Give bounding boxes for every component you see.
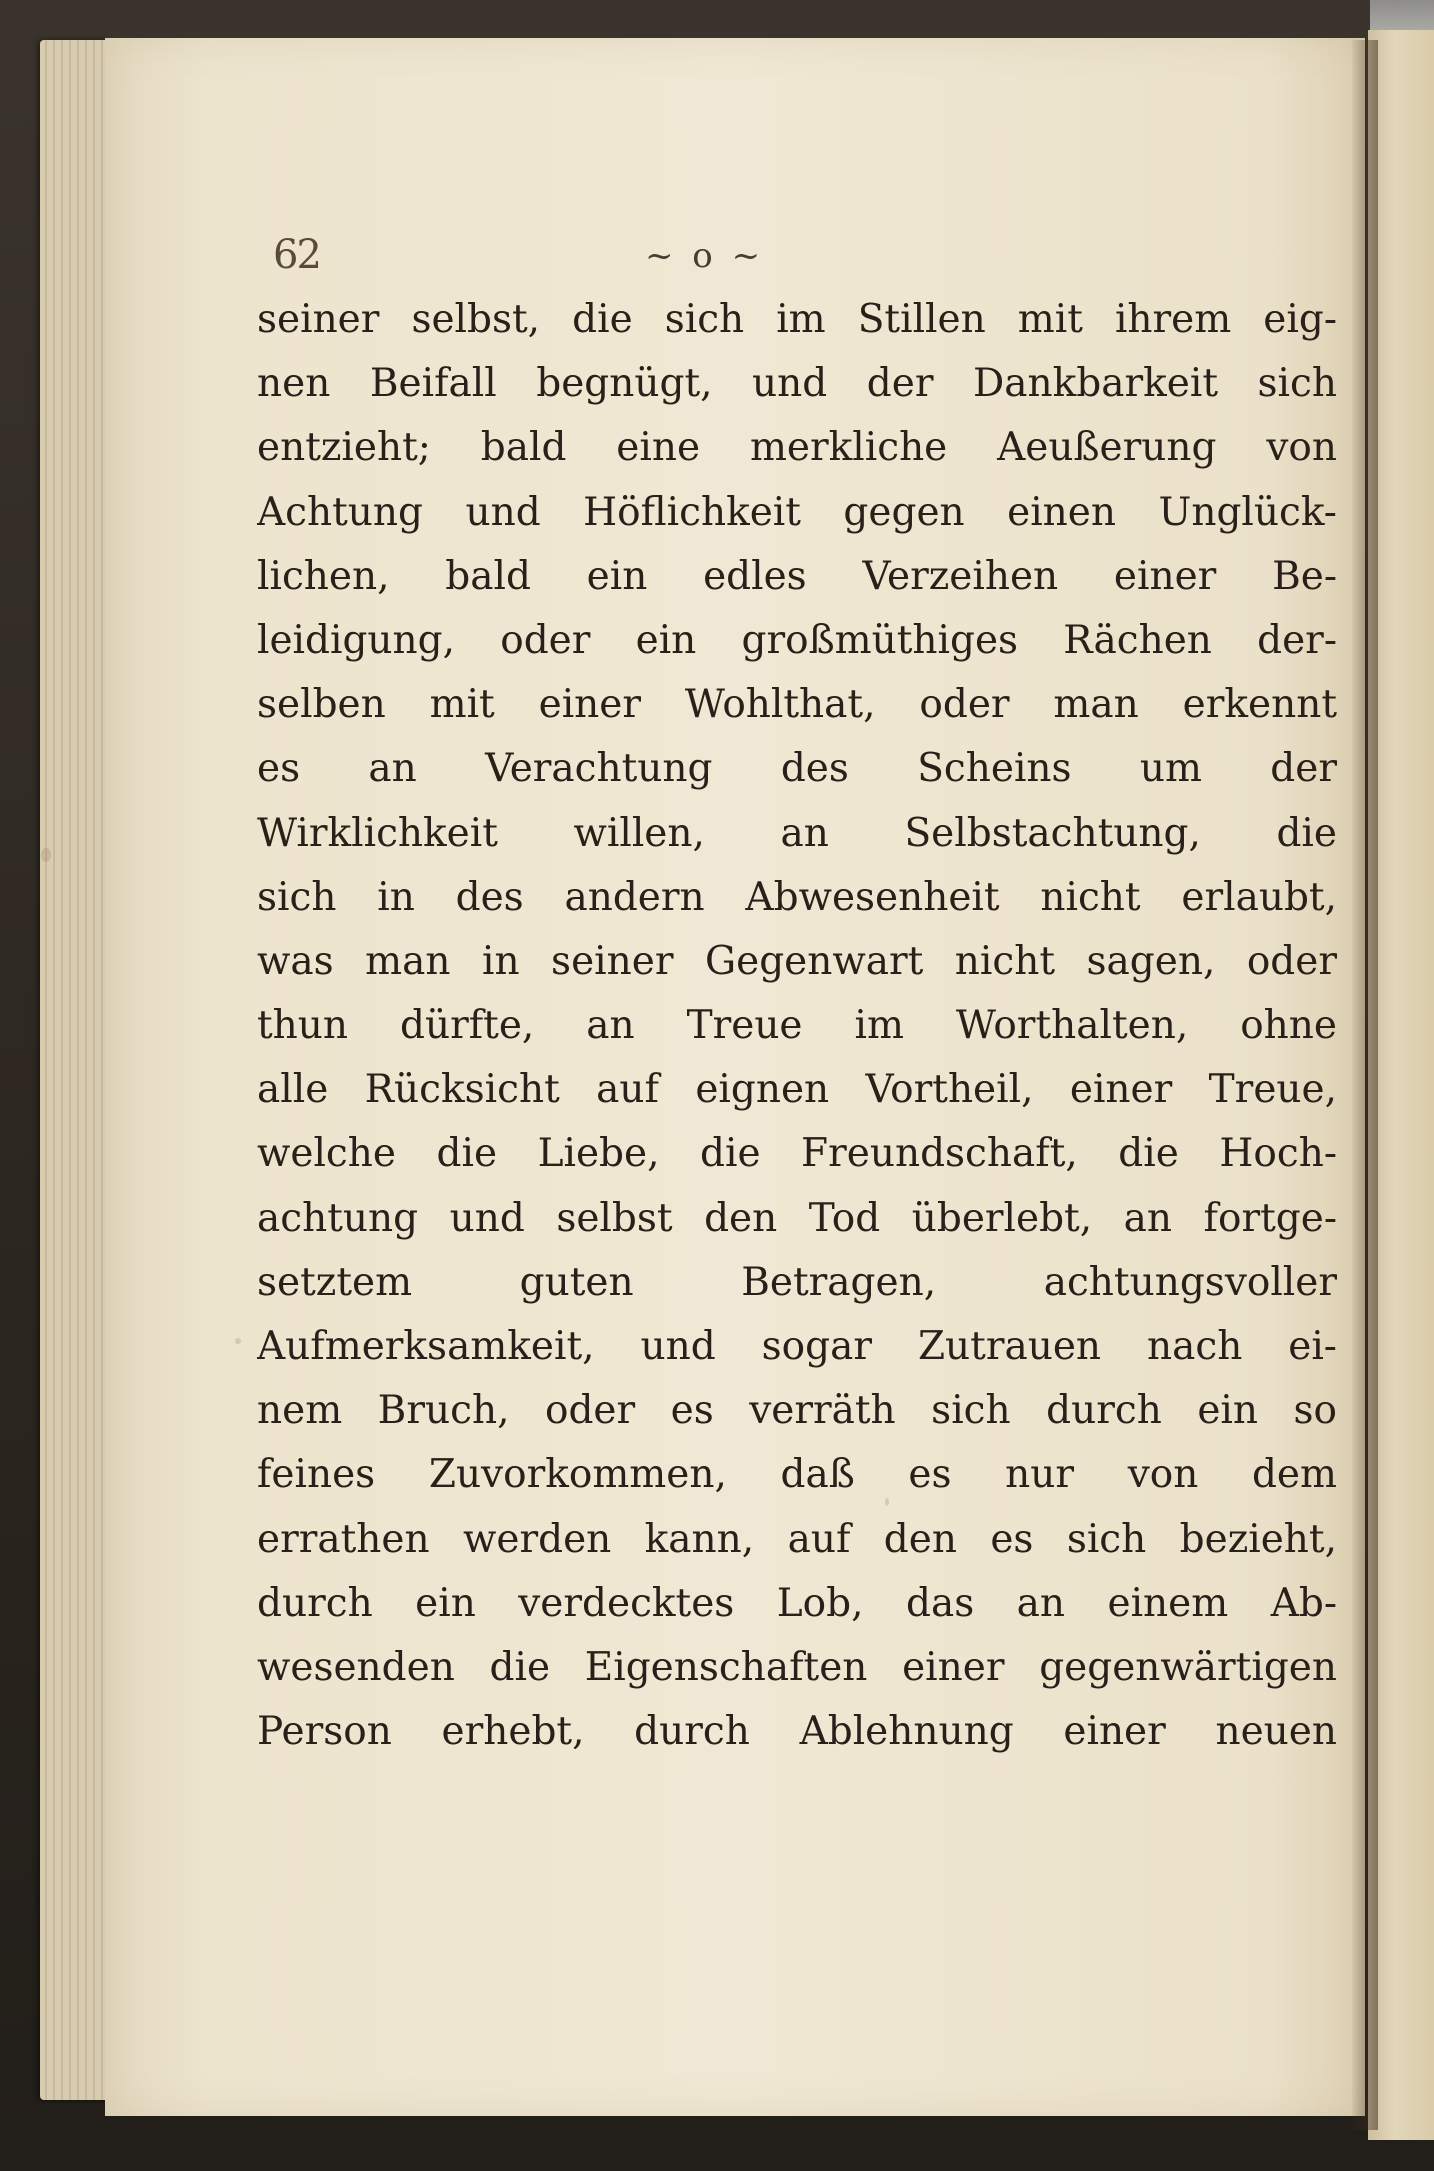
text-line: was man in seiner Gegenwart nicht sagen, oder <box>257 938 1337 984</box>
text-line: Wirklichkeit willen, an Selbstachtung, die <box>257 810 1337 856</box>
text-line: Aufmerksamkeit, und sogar Zutrauen nach ei- <box>257 1324 1337 1369</box>
text-line: setztem guten Betragen, achtungsvoller <box>257 1259 1337 1305</box>
text-line: alle Rücksicht auf eignen Vortheil, einer Treue, <box>257 1067 1337 1113</box>
text-line: seiner selbst, die sich im Stillen mit ihrem eig- <box>257 297 1337 342</box>
text-line: thun dürfte, an Treue im Worthalten, ohne <box>257 1003 1337 1049</box>
text-line: feines Zuvorkommen, daß es nur von dem <box>257 1452 1337 1498</box>
text-line: nem Bruch, oder es verräth sich durch ein so <box>257 1388 1337 1434</box>
header-ornament: ~ o ~ <box>645 236 765 276</box>
text-line: nen Beifall begnügt, und der Dankbarkeit sich <box>257 361 1337 407</box>
gutter-shadow <box>1352 40 1378 2130</box>
text-line: es an Verachtung des Scheins um der <box>257 746 1337 792</box>
page-number: 62 <box>273 232 320 278</box>
text-line: wesenden die Eigenschaften einer gegenwärtigen <box>257 1644 1337 1690</box>
book-page <box>105 38 1365 2116</box>
text-line: lichen, bald ein edles Verzeihen einer Be- <box>257 553 1337 599</box>
page-header <box>105 188 1365 278</box>
text-line: Achtung und Höflichkeit gegen einen Unglück- <box>257 489 1337 535</box>
text-line: leidigung, oder ein großmüthiges Rächen der- <box>257 617 1337 663</box>
text-line: selben mit einer Wohlthat, oder man erkennt <box>257 682 1337 728</box>
text-line: welche die Liebe, die Freundschaft, die Hoch- <box>257 1131 1337 1177</box>
foxing-spot <box>41 848 51 862</box>
text-line: entzieht; bald eine merkliche Aeußerung von <box>257 425 1337 471</box>
text-line: achtung und selbst den Tod überlebt, an fortge- <box>257 1195 1337 1241</box>
foxing-spot <box>235 1338 241 1344</box>
body-text <box>257 288 1337 1764</box>
text-line: durch ein verdecktes Lob, das an einem Ab- <box>257 1580 1337 1626</box>
text-line: sich in des andern Abwesenheit nicht erlaubt, <box>257 874 1337 920</box>
text-line: errathen werden kann, auf den es sich bezieht, <box>257 1516 1337 1562</box>
page-edges <box>40 40 110 2100</box>
text-line: Person erhebt, durch Ablehnung einer neuen <box>257 1709 1337 1755</box>
